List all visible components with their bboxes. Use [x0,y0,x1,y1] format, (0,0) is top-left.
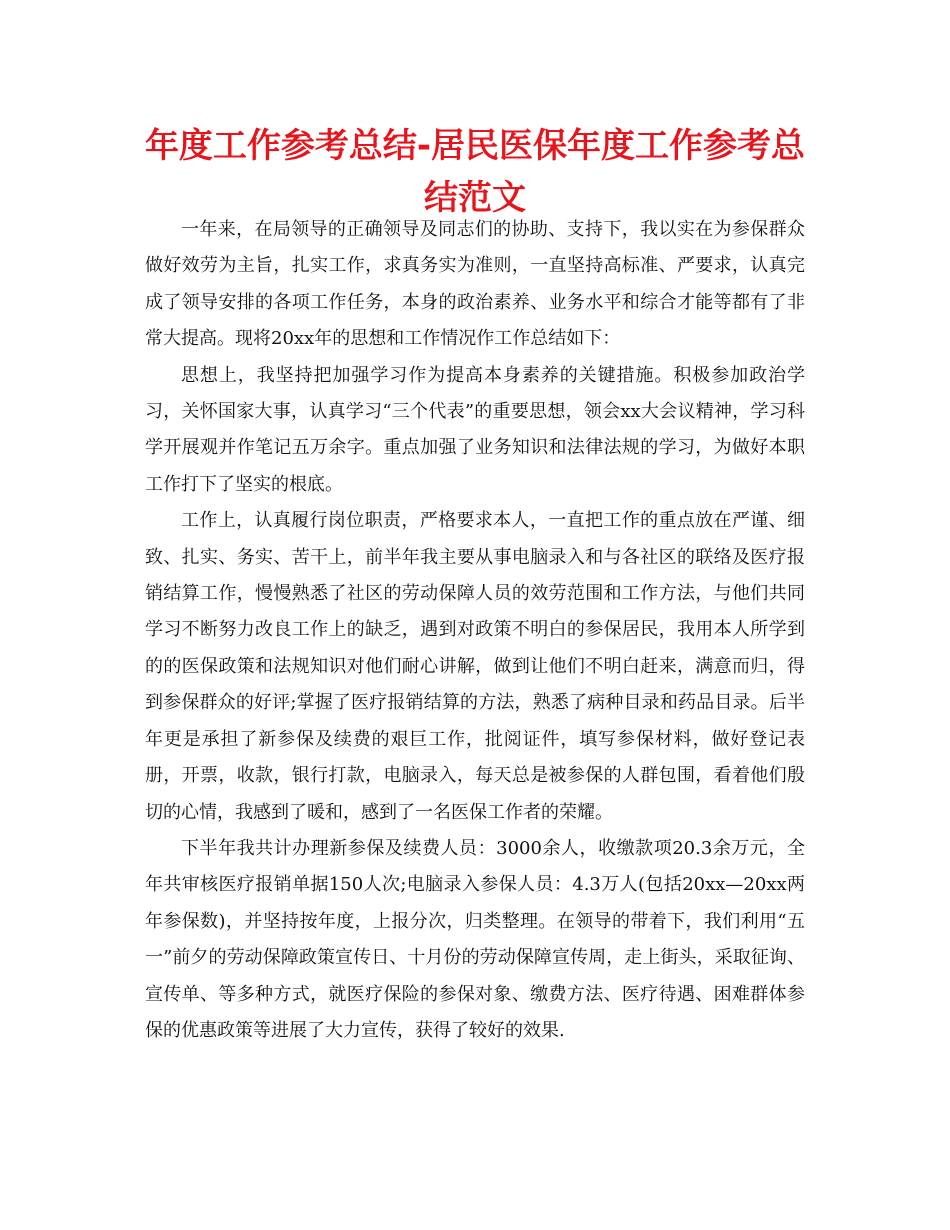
document-title: 年度工作参考总结-居民医保年度工作参考总结范文 [144,126,806,218]
paragraph-thought: 思想上，我坚持把加强学习作为提高本身素养的关键措施。积极参加政治学习，关怀国家大事，认真学习“三个代表”的重要思想，领会xx大会议精神，学习科学开展观并作笔记五万余字。重点加强了业务知识和法律法规的学习，为做好本职工作打下了坚实的根底。 [145,364,805,495]
paragraph-work: 工作上，认真履行岗位职责，严格要求本人，一直把工作的重点放在严谨、细致、扎实、务实、苦干上，前半年我主要从事电脑录入和与各社区的联络及医疗报销结算工作，慢慢熟悉了社区的劳动保障人员的效劳范围和工作方法，与他们共同学习不断努力改良工作上的缺乏，遇到对政策不明白的参保居民，我用本人所学到的的医保政策和法规知识对他们耐心讲解，做到让他们不明白赶来，满意而归，得到参保群众的好评;掌握了医疗报销结算的方法，熟悉了病种目录和药品目录。后半年更是承担了新参保及续费的艰巨工作，批阅证件，填写参保材料，做好登记表册，开票，收款，银行打款，电脑录入，每天总是被参保的人群包围，看着他们殷切的心情，我感到了暖和，感到了一名医保工作者的荣耀。 [145,510,805,823]
document-body [145,212,805,1049]
paragraph-second-half: 下半年我共计办理新参保及续费人员：3000余人，收缴款项20.3余万元，全年共审核医疗报销单据150人次;电脑录入参保人员：4.3万人(包括20xx—20xx两年参保数)，并坚持按年度，上报分次，归类整理。在领导的带着下，我们利用“五一”前夕的劳动保障政策宣传日、十月份的劳动保障宣传周，走上街头，采取征询、宣传单、等多种方式，就医疗保险的参保对象、缴费方法、医疗待遇、困难群体参保的优惠政策等进展了大力宣传，获得了较好的效果. [145,837,805,1041]
paragraph-intro: 一年来，在局领导的正确领导及同志们的协助、支持下，我以实在为参保群众做好效劳为主旨，扎实工作，求真务实为准则，一直坚持高标准、严要求，认真完成了领导安排的各项工作任务，本身的政治素养、业务水平和综合才能等都有了非常大提高。现将20xx年的思想和工作情况作工作总结如下： [145,219,805,350]
